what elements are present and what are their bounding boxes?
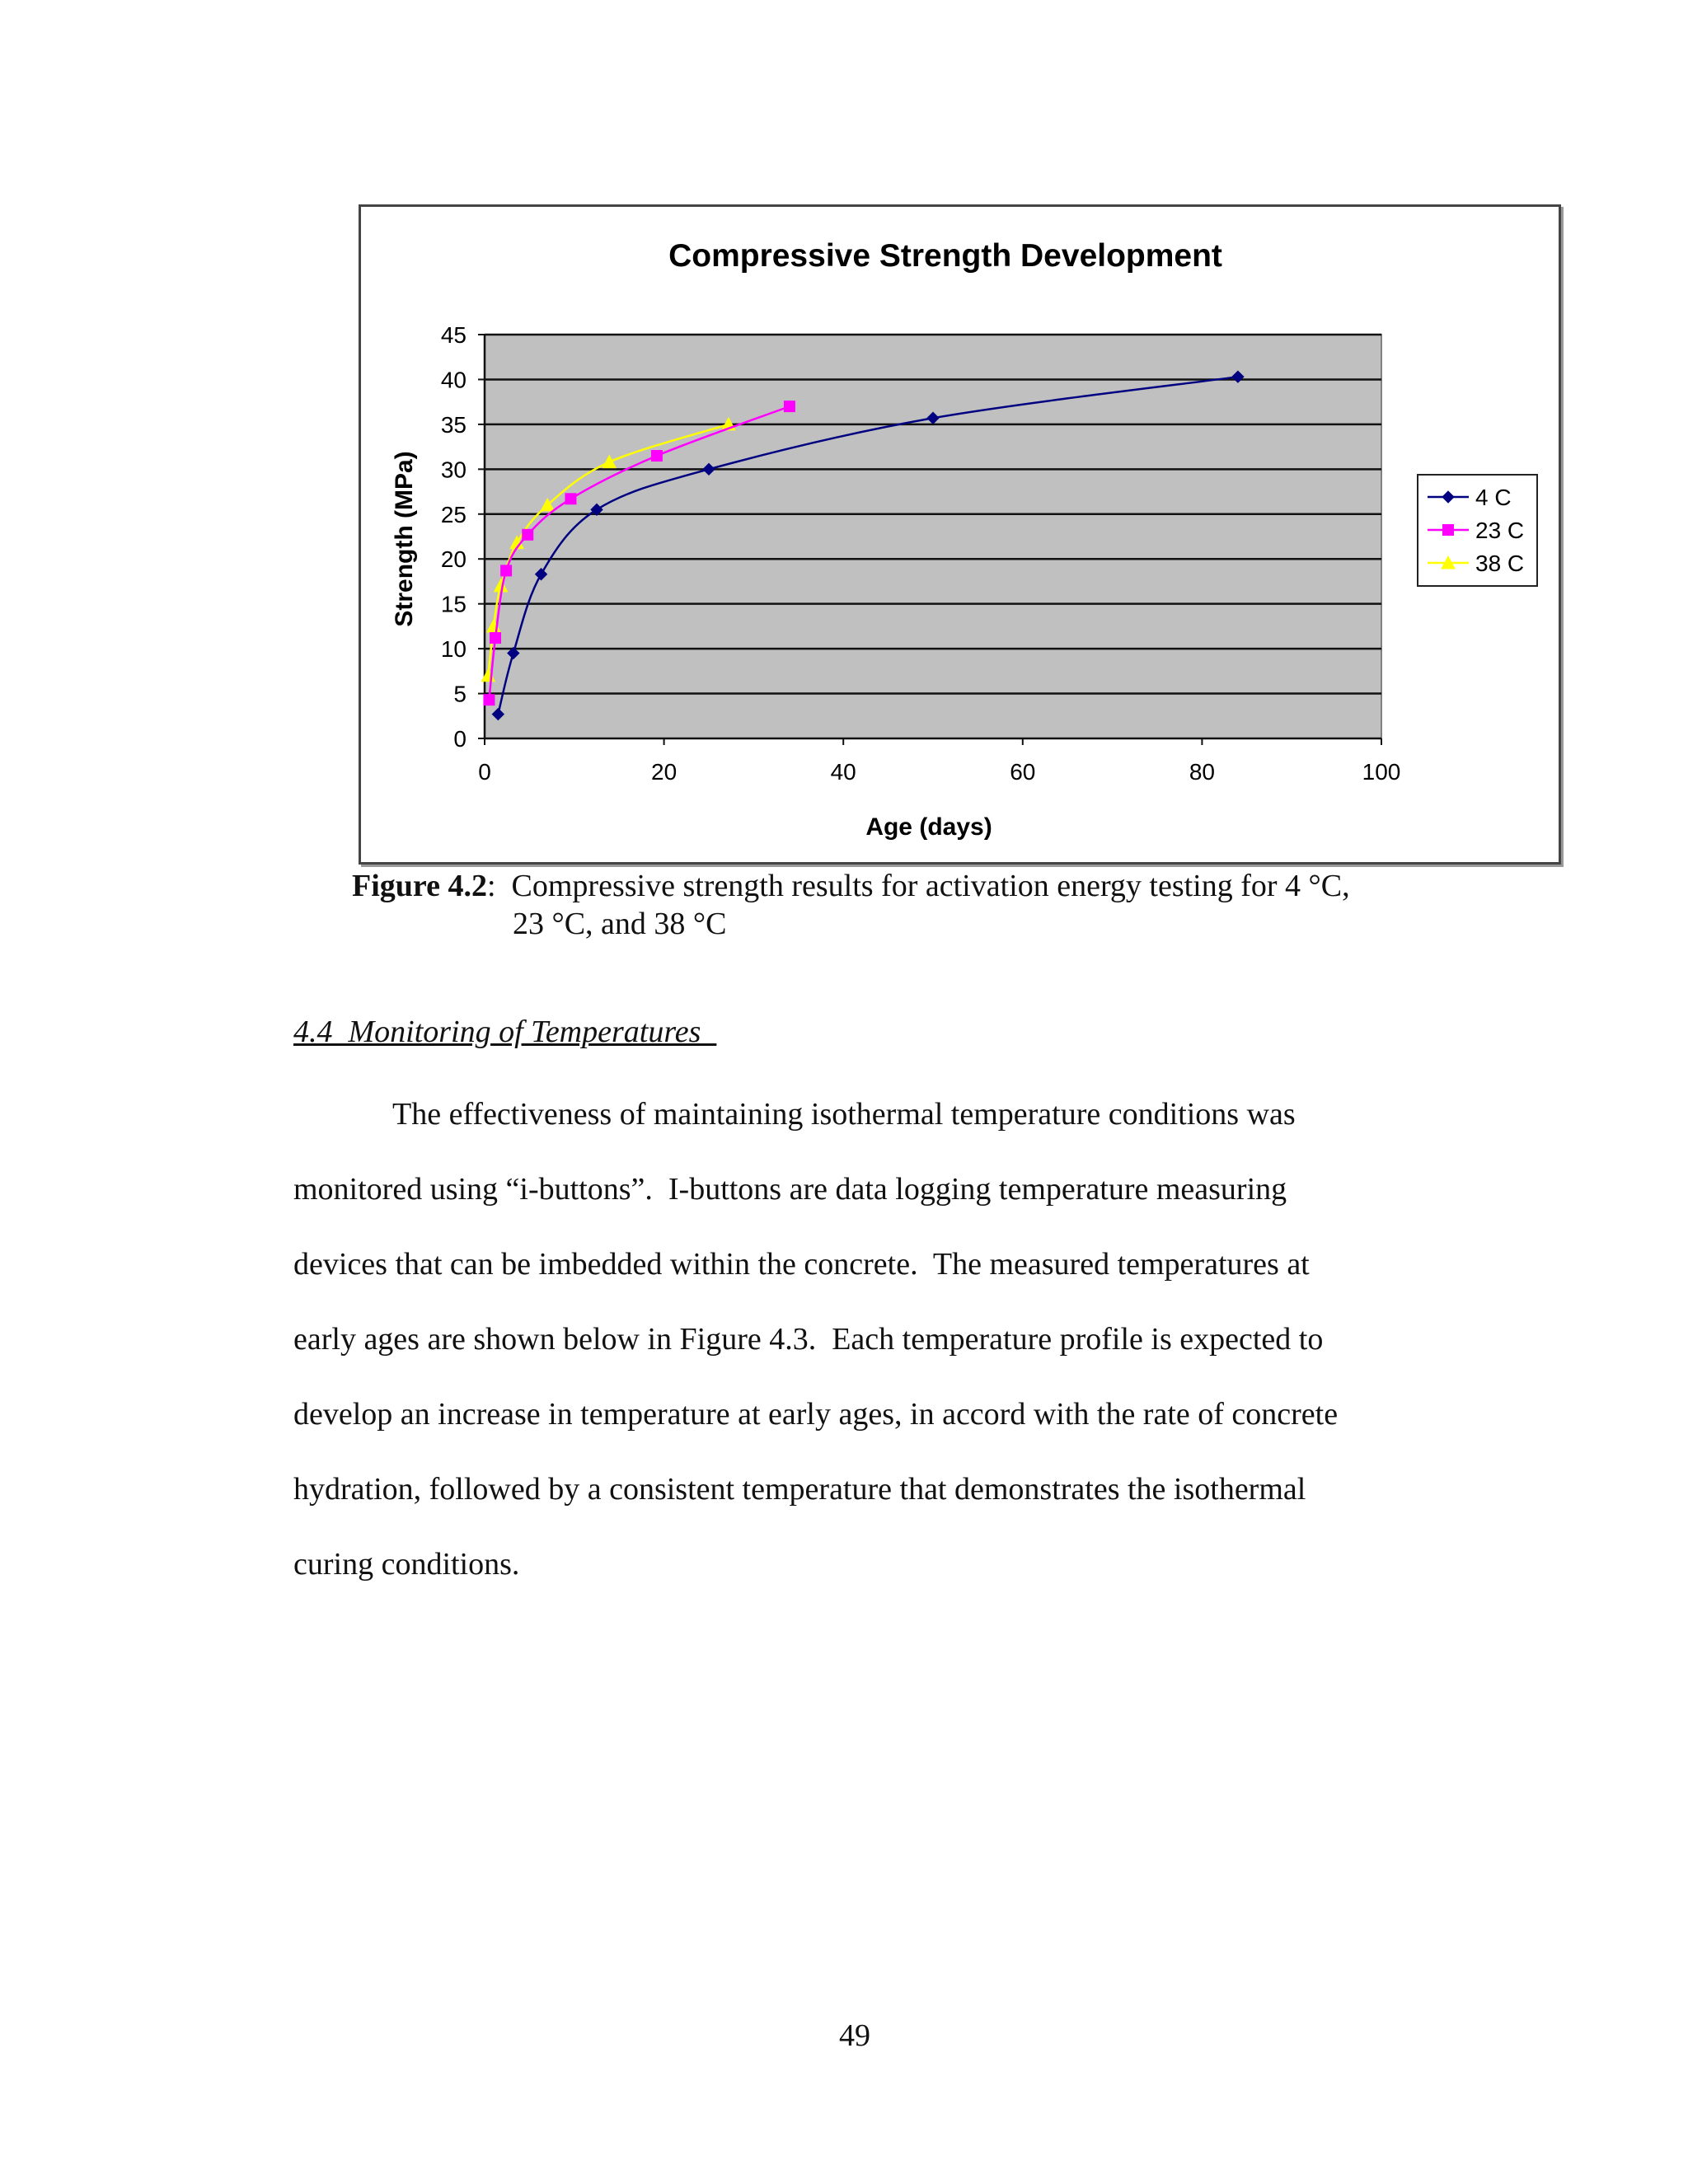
x-tick-label: 20: [651, 759, 678, 785]
y-tick-label: 40: [440, 367, 467, 393]
y-tick-label: 15: [440, 591, 467, 617]
paragraph-line: early ages are shown below in Figure 4.3. Each temperature profile is expected to: [293, 1322, 1324, 1357]
x-tick-label: 60: [1010, 759, 1036, 785]
y-tick-label: 25: [440, 501, 467, 527]
paragraph-line: curing conditions.: [293, 1547, 520, 1582]
section-heading: 4.4 Monitoring of Temperatures: [293, 1015, 717, 1049]
data-point: [501, 565, 512, 576]
x-tick-label: 80: [1189, 759, 1215, 785]
paragraph-line: develop an increase in temperature at early ages, in accord with the rate of concrete: [293, 1397, 1339, 1432]
data-point: [565, 494, 576, 504]
paragraph-line: hydration, followed by a consistent temperature that demonstrates the isothermal: [293, 1472, 1306, 1507]
y-tick-label: 5: [453, 681, 467, 707]
paragraph-line: The effectiveness of maintaining isothermal temperature conditions was: [392, 1097, 1296, 1132]
data-point: [651, 451, 662, 462]
y-tick-label: 35: [440, 411, 467, 438]
data-point: [784, 401, 795, 412]
y-axis-label: Strength (MPa): [391, 451, 418, 627]
chart-frame: [359, 204, 1561, 865]
figure-caption-line-2: 23 °C, and 38 °C: [513, 907, 727, 941]
figure-caption-separator: :: [486, 869, 496, 903]
data-point: [484, 695, 495, 705]
chart-legend: [1418, 475, 1537, 586]
plot-area: [485, 335, 1381, 738]
figure-caption-line-1: Compressive strength results for activation energy testing for 4 °C,: [511, 869, 1350, 903]
page-number: 49: [839, 2018, 870, 2053]
data-point: [1443, 525, 1454, 536]
x-tick-label: 100: [1362, 759, 1401, 785]
data-point: [523, 529, 533, 540]
figure-caption: [352, 867, 1506, 941]
x-tick-label: 40: [830, 759, 856, 785]
y-tick-label: 20: [440, 546, 467, 573]
paragraph-line: monitored using “i-buttons”. I-buttons are data logging temperature measuring: [293, 1172, 1287, 1207]
data-point: [490, 633, 501, 644]
x-axis-label: Age (days): [865, 813, 992, 841]
legend-entry-label: 4 C: [1475, 485, 1512, 510]
legend-entry-label: 23 C: [1475, 518, 1525, 543]
y-tick-label: 45: [440, 322, 467, 348]
paragraph-line: devices that can be imbedded within the concrete. The measured temperatures at: [293, 1247, 1310, 1282]
figure-label: Figure 4.2: [352, 869, 487, 903]
y-tick-label: 0: [453, 726, 467, 752]
x-tick-label: 0: [478, 759, 491, 785]
compressive-strength-chart: [361, 207, 1559, 862]
legend-entry-label: 38 C: [1475, 551, 1525, 576]
y-tick-label: 10: [440, 636, 467, 663]
y-tick-label: 30: [440, 457, 467, 483]
chart-title: Compressive Strength Development: [668, 238, 1222, 274]
